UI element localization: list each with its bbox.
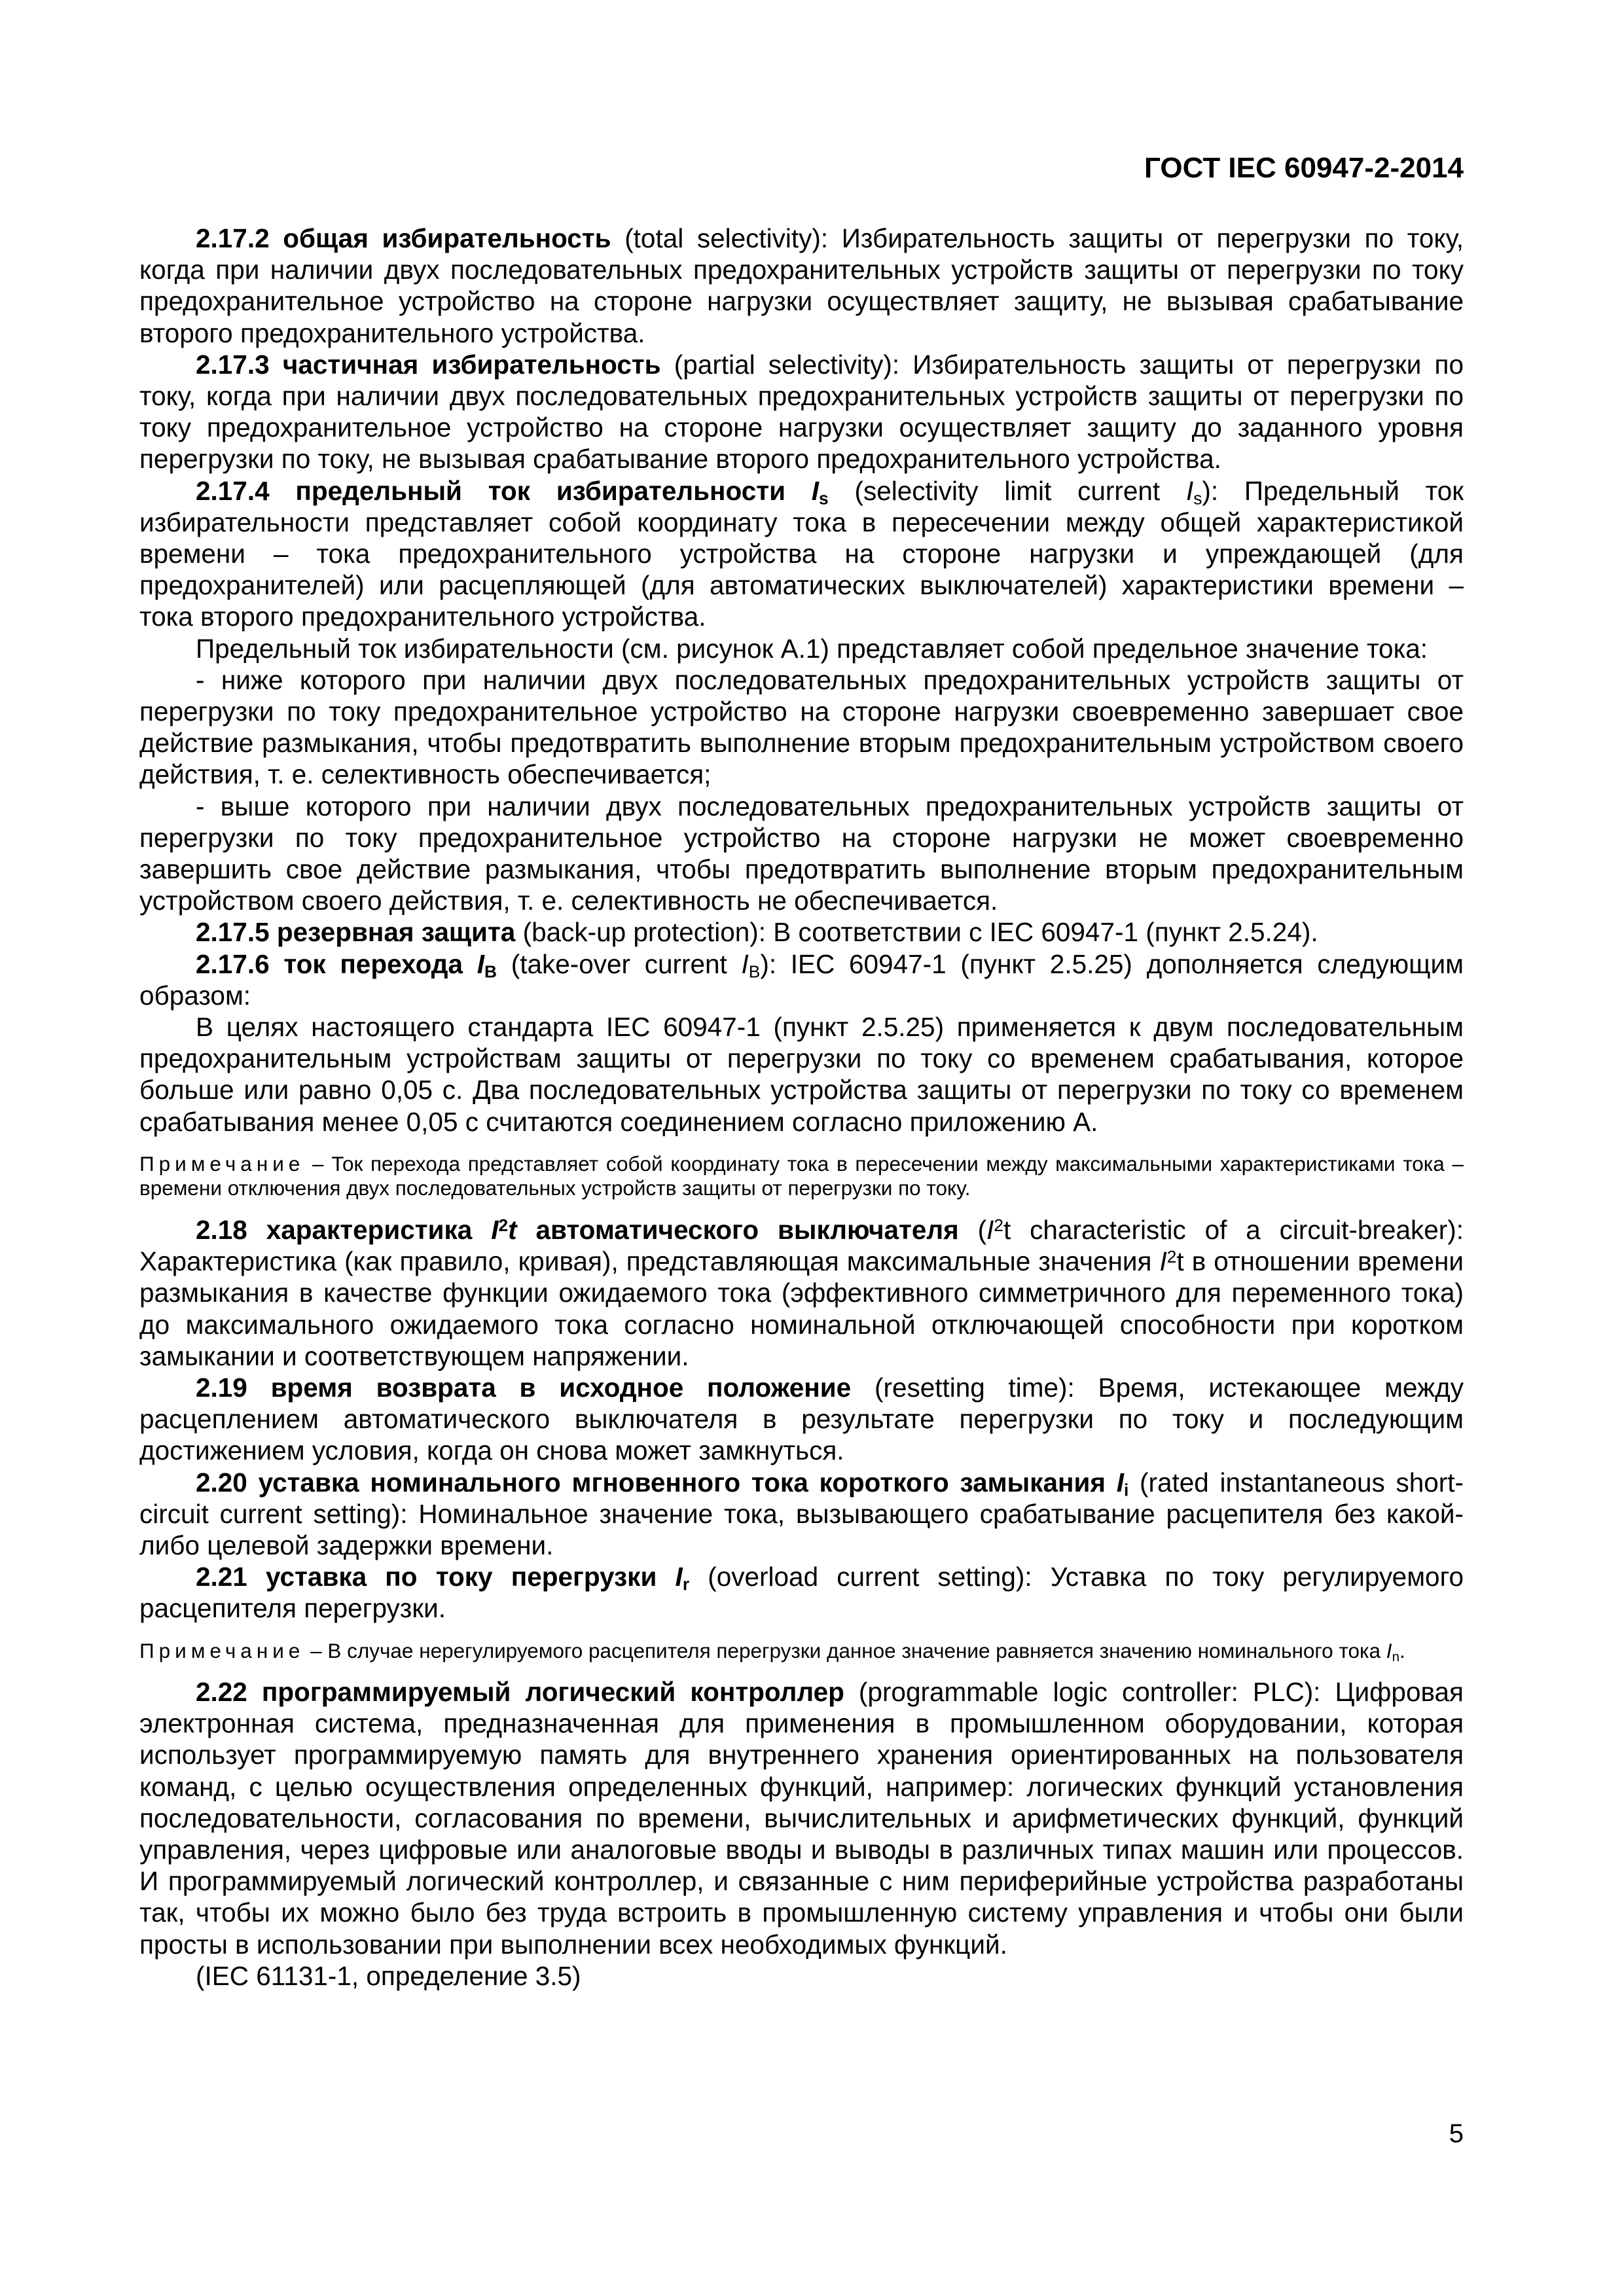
clause-2-22-citation: (IEC 61131-1, определение 3.5): [196, 1960, 581, 1991]
note-label: Примечание: [139, 1638, 305, 1662]
clause-term: частичная избирательность: [282, 349, 661, 380]
page-number: 5: [1449, 2119, 1464, 2148]
clause-2-19: [139, 1372, 1464, 1467]
clause-text: (rated instantaneous short-circuit current setting): Номинальное значение тока, вызывающего срабатывание расцепителя без какой-либо целевой задержки времени.: [139, 1467, 1464, 1560]
clause-number: 2.17.3: [196, 349, 270, 380]
clause-term: резервная защита: [276, 917, 516, 948]
clause-number: 2.17.2: [196, 223, 270, 253]
clause-2-17-5: [139, 916, 1464, 948]
clause-text: (programmable logic controller: PLC): Цифровая электронная система, предназначенная для применения в промышленном оборудовании, которая использует программируемую память для внутреннего хранения ориентированных на пользователя команд, с целью осуществления определенных функций, например: логических функций установления последовательности, согласования по времени, вычислительных и арифметических функций, функций управления, через цифровые или аналоговые вводы и выводы в различных типах машин или процессов. И программируемый логический контроллер, и связанные с ним периферийные устройства разработаны так, чтобы их можно было без труда встроить в промышленную систему управления и чтобы они были просты в использовании при выполнении всех необходимых функций.: [139, 1677, 1464, 1960]
list-item-below: - ниже которого при наличии двух последовательных предохранительных устройств защиты от перегрузки по току предохранительное устройство на стороне нагрузки своевременно завершает свое действие размыкания, чтобы предотвратить выполнение вторым предохранительным устройством своего действия, т. е. селективность обеспечивается;: [139, 664, 1464, 790]
clause-2-17-6-paragraph: В целях настоящего стандарта IEC 60947-1 (пункт 2.5.25) применяется к двум последовательным предохранительным устройствам защиты от перегрузки по току со временем срабатывания, которое больше или равно 0,05 с. Два последовательных устройства защиты от перегрузки по току со временем срабатывания менее 0,05 с считаются соединением согласно приложению А.: [139, 1012, 1464, 1137]
clause-number: 2.22: [196, 1677, 247, 1708]
clause-number: 2.20: [196, 1467, 247, 1498]
clause-2-17-4-definition: Предельный ток избирательности (см. рисунок А.1) представляет собой предельное значение тока:: [196, 633, 1428, 664]
clause-number: 2.17.5: [196, 917, 270, 948]
symbol: I: [675, 1562, 683, 1592]
clause-2-17-3: [139, 349, 1464, 475]
clause-text: (resetting time): Время, истекающее между расцеплением автоматического выключателя в результате перегрузки по току и последующим достижением условия, когда он снова может замкнуться.: [139, 1372, 1464, 1466]
clause-number: 2.19: [196, 1372, 247, 1403]
clause-2-18: [139, 1214, 1464, 1372]
clause-term: ток перехода: [283, 948, 463, 979]
clause-2-17-6: [139, 948, 1464, 1011]
clause-2-17-2: [139, 223, 1464, 349]
clause-term: уставка номинального мгновенного тока короткого замыкания: [258, 1467, 1106, 1498]
list-item-above: - выше которого при наличии двух последовательных предохранительных устройств защиты от перегрузки по току предохранительное устройство на стороне нагрузки не может своевременно завершить свое действие размыкания, чтобы предотвратить выполнение вторым предохранительным устройством своего действия, т. е. селективность не обеспечивается.: [139, 791, 1464, 916]
clause-2-17-4: [139, 475, 1464, 633]
clause-term: предельный ток избирательности: [295, 475, 785, 506]
clause-number: 2.17.4: [196, 475, 270, 506]
clause-text: ): IEC 60947-1 (пункт 2.5.25) дополняется следующим образом:: [139, 948, 1464, 1011]
note-2-17-6: [139, 1152, 1464, 1201]
clause-text: (total selectivity): Избирательность защиты от перегрузки по току, когда при наличии двух последовательных предохранительных устройств защиты от перегрузки по току предохранительное устройство на стороне нагрузки осуществляет защиту, не вызывая срабатывание второго предохранительного устройства.: [139, 223, 1464, 348]
symbol: I: [1386, 1638, 1392, 1662]
symbol-superscript: 2: [994, 1215, 1004, 1236]
note-text: – Ток перехода представляет собой координату тока в пересечении между максимальными характеристиками тока – времени отключения двух последовательных устройств защиты от перегрузки по току.: [139, 1151, 1464, 1200]
symbol-subscript: i: [1123, 1480, 1129, 1500]
symbol: I: [986, 1214, 994, 1245]
clause-text: (partial selectivity): Избирательность защиты от перегрузки по току, когда при наличии двух последовательных предохранительных устройств защиты от перегрузки по току предохранительное устройство на стороне нагрузки осуществляет защиту до заданного уровня перегрузки по току, не вызывая срабатывание второго предохранительного устройства.: [139, 349, 1464, 475]
clause-term: программируемый логический контроллер: [261, 1677, 844, 1708]
symbol-subscript: B: [748, 961, 761, 982]
document-body: [139, 223, 1464, 1992]
symbol-subscript: s: [819, 488, 829, 509]
clause-2-20: [139, 1467, 1464, 1562]
clause-text: ): Предельный ток избирательности представляет собой координату тока в пересечении между общей характеристикой времени – тока предохранительного устройства на стороне нагрузки и упреждающей (для предохранителей) или расцепляющей (для автоматических выключателей) характеристики времени – тока второго предохранительного устройства.: [139, 475, 1464, 632]
symbol-subscript: n: [1392, 1649, 1399, 1664]
note-label: Примечание: [139, 1151, 305, 1175]
symbol-subscript: s: [1193, 488, 1202, 509]
symbol: I: [477, 948, 484, 979]
clause-2-22: [139, 1676, 1464, 1960]
clause-number: 2.21: [196, 1562, 247, 1592]
symbol-subscript: B: [484, 961, 497, 982]
symbol: I: [741, 948, 749, 979]
symbol: I: [1159, 1246, 1167, 1277]
clause-text: t characteristic of a circuit-breaker): Характеристика (как правило, кривая), представляющая максимальные значения: [139, 1214, 1464, 1277]
note-text: – В случае нерегулируемого расцепителя перегрузки данное значение равняется значению номинального тока: [304, 1638, 1386, 1662]
clause-number: 2.18: [196, 1214, 247, 1245]
clause-text: (back-up protection): В соответствии с IEC 60947-1 (пункт 2.5.24).: [515, 917, 1318, 948]
symbol-superscript: 2: [1166, 1247, 1177, 1267]
symbol: I: [1185, 475, 1194, 506]
clause-term: характеристика $I^2t$ автоматического выключателя: [266, 1214, 959, 1245]
symbol: I: [1116, 1467, 1124, 1498]
clause-number: 2.17.6: [196, 948, 270, 979]
clause-term: общая избирательность: [283, 223, 611, 253]
clause-text: (selectivity limit current: [828, 475, 1186, 506]
clause-text: (overload current setting): Уставка по току регулируемого расцепителя перегрузки.: [139, 1562, 1464, 1624]
symbol-subscript: r: [682, 1574, 690, 1594]
clause-term: время возврата в исходное положение: [270, 1372, 852, 1403]
note-2-21: Примечание – В случае нерегулируемого расцепителя перегрузки данное значение равняется значению номинального тока $I_n$.: [139, 1638, 1405, 1664]
clause-2-21: [139, 1561, 1464, 1624]
clause-text: (take-over current: [497, 948, 742, 979]
symbol: I: [811, 475, 820, 506]
clause-text: t в отношении времени размыкания в качестве функции ожидаемого тока (эффективного симметричного для переменного тока) до максимального ожидаемого тока согласно номинальной отключающей способности при коротком замыкании и соответствующем напряжении.: [139, 1246, 1464, 1371]
clause-term: уставка по току перегрузки: [266, 1562, 657, 1592]
document-header-standard: ГОСТ IEC 60947-2-2014: [1144, 152, 1464, 184]
clause-text: (: [958, 1214, 987, 1245]
